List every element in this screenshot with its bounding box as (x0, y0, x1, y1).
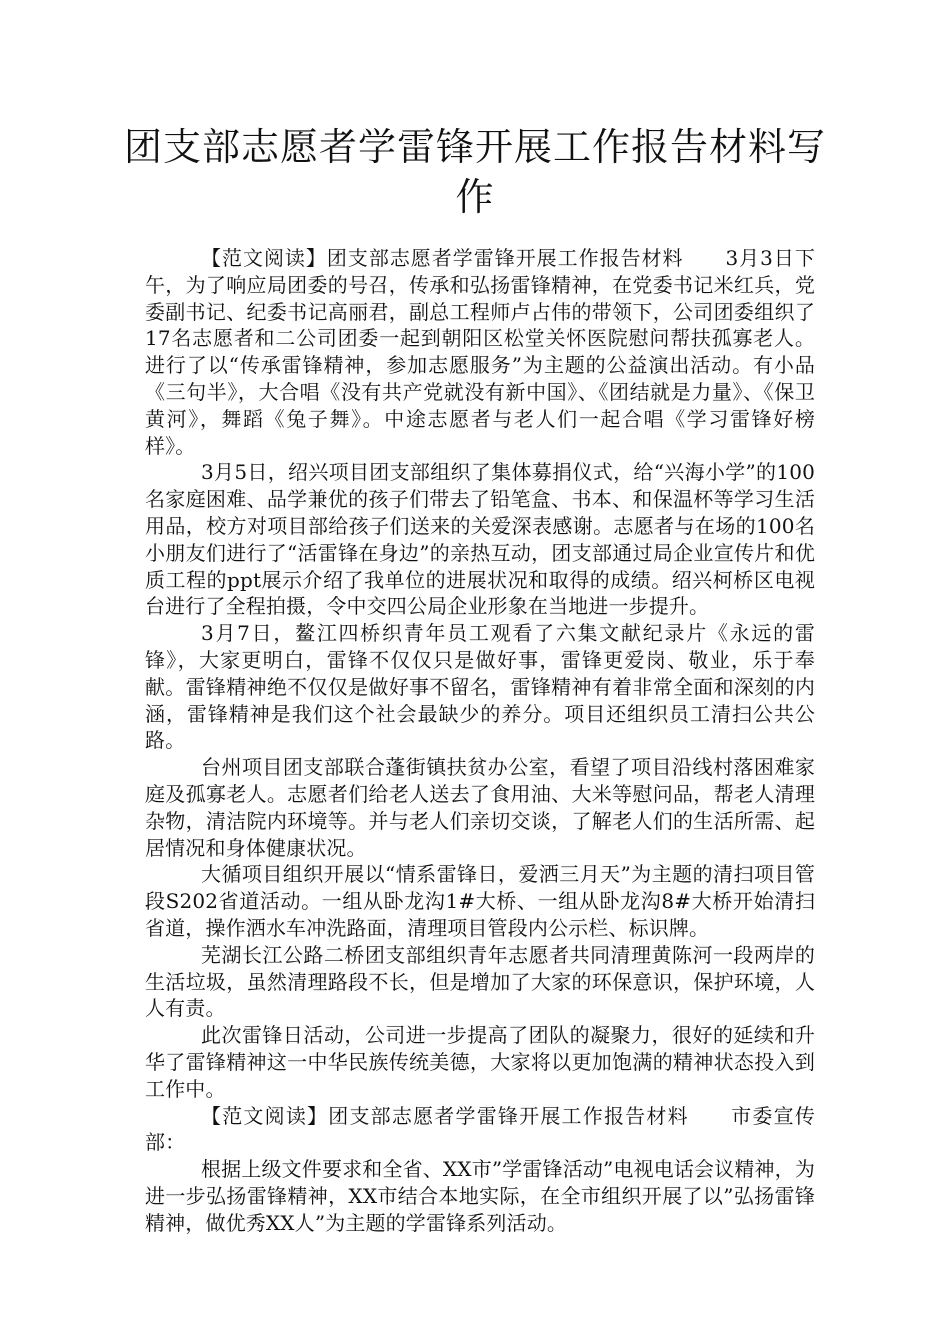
document-body (145, 245, 815, 1236)
paragraph-2: 3月5日，绍兴项目团支部组织了集体募捐仪式，给“兴海小学”的100名家庭困难、品学兼优的孩子们带去了铅笔盒、书本、和保温杯等学习生活用品，校方对项目部给孩子们送来的关爱深表感谢。志愿者与在场的100名小朋友们进行了“活雷锋在身边”的亲热互动，团支部通过局企业宣传片和优质工程的ppt展示介绍了我单位的进展状况和取得的成绩。绍兴柯桥区电视台进行了全程拍摄，令中交四公局企业形象在当地进一步提升。 (145, 460, 815, 619)
paragraph-8: 【范文阅读】团支部志愿者学雷锋开展工作报告材料 市委宣传部： (145, 1103, 815, 1155)
paragraph-7: 此次雷锋日活动，公司进一步提高了团队的凝聚力，很好的延续和升华了雷锋精神这一中华民族传统美德，大家将以更加饱满的精神状态投入到工作中。 (145, 1023, 815, 1101)
paragraph-6: 芜湖长江公路二桥团支部组织青年志愿者共同清理黄陈河一段两岸的生活垃圾，虽然清理路段不长，但是增加了大家的环保意识，保护环境，人人有责。 (145, 942, 815, 1021)
paragraph-1: 【范文阅读】团支部志愿者学雷锋开展工作报告材料 3月3日下午，为了响应局团委的号召，传承和弘扬雷锋精神，在党委书记米红兵，党委副书记、纪委书记高丽君，副总工程师卢占伟的带领下，公司团委组织了17名志愿者和二公司团委一起到朝阳区松堂关怀医院慰问帮扶孤寡老人。进行了以“传承雷锋精神，参加志愿服务”为主题的公益演出活动。有小品《三句半》，大合唱《没有共产党就没有新中国》、《团结就是力量》、《保卫黄河》，舞蹈《兔子舞》。中途志愿者与老人们一起合唱《学习雷锋好榜样》。 (145, 246, 815, 458)
paragraph-3: 3月7日，鳌江四桥织青年员工观看了六集文献纪录片《永远的雷锋》，大家更明白，雷锋不仅仅只是做好事，雷锋更爱岗、敬业，乐于奉献。雷锋精神绝不仅仅是做好事不留名，雷锋精神有着非常全面和深刻的内涵，雷锋精神是我们这个社会最缺少的养分。项目还组织员工清扫公共公路。 (145, 621, 815, 753)
paragraph-5: 大循项目组织开展以“情系雷锋日，爱洒三月天”为主题的清扫项目管段S202省道活动。一组从卧龙沟1#大桥、一组从卧龙沟8#大桥开始清扫省道，操作洒水车冲洗路面，清理项目管段内公示栏、标识牌。 (145, 862, 815, 940)
paragraph-4: 台州项目团支部联合蓬街镇扶贫办公室，看望了项目沿线村落困难家庭及孤寡老人。志愿者们给老人送去了食用油、大米等慰问品，帮老人清理杂物，清洁院内环境等。并与老人们亲切交谈，了解老人们的生活所需、起居情况和身体健康状况。 (145, 755, 815, 860)
paragraph-9: 根据上级文件要求和全省、XX市”学雷锋活动”电视电话会议精神，为进一步弘扬雷锋精神，XX市结合本地实际，在全市组织开展了以”弘扬雷锋精神，做优秀XX人”为主题的学雷锋系列活动。 (145, 1157, 815, 1235)
document-title: 团支部志愿者学雷锋开展工作报告材料写作 (123, 125, 826, 219)
